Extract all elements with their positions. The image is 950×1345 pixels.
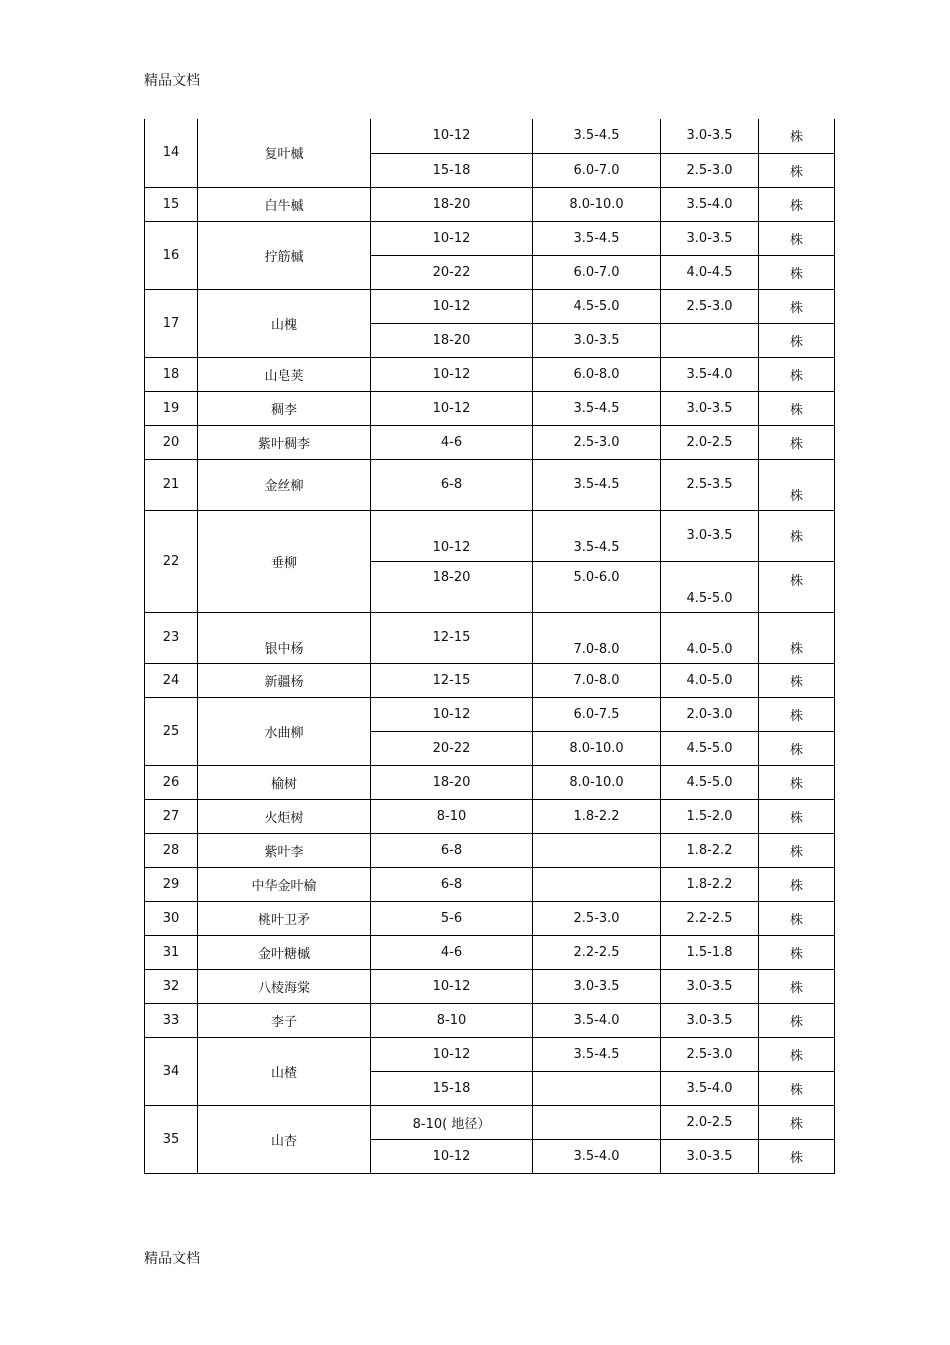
height-cell: 4.5-5.0 xyxy=(533,289,661,323)
table-row xyxy=(145,697,835,731)
height-cell: 2.5-3.0 xyxy=(533,901,661,935)
unit-cell: 株 xyxy=(759,969,835,1003)
crown-cell: 2.5-3.0 xyxy=(661,1037,759,1071)
crown-cell: 3.0-3.5 xyxy=(661,1003,759,1037)
species-name: 山皂荚 xyxy=(198,357,371,391)
crown-cell: 3.0-3.5 xyxy=(661,391,759,425)
table-row xyxy=(145,357,835,391)
unit-cell: 株 xyxy=(759,1071,835,1105)
species-name: 金叶糖槭 xyxy=(198,935,371,969)
species-name: 李子 xyxy=(198,1003,371,1037)
table-row xyxy=(145,901,835,935)
species-name: 复叶槭 xyxy=(198,119,371,187)
row-number: 34 xyxy=(145,1037,198,1105)
unit-cell: 株 xyxy=(759,663,835,697)
table-row xyxy=(145,663,835,697)
row-number: 33 xyxy=(145,1003,198,1037)
species-name: 桃叶卫矛 xyxy=(198,901,371,935)
height-cell: 2.2-2.5 xyxy=(533,935,661,969)
spec-cell: 10-12 xyxy=(371,969,533,1003)
unit-cell: 株 xyxy=(759,187,835,221)
spec-cell: 10-12 xyxy=(371,1139,533,1173)
row-number: 31 xyxy=(145,935,198,969)
unit-cell: 株 xyxy=(759,425,835,459)
row-number: 28 xyxy=(145,833,198,867)
height-cell: 3.5-4.5 xyxy=(533,391,661,425)
height-cell: 3.5-4.5 xyxy=(533,221,661,255)
table-row xyxy=(145,867,835,901)
spec-cell: 10-12 xyxy=(371,221,533,255)
species-name: 八棱海棠 xyxy=(198,969,371,1003)
table-row xyxy=(145,119,835,153)
table-row xyxy=(145,799,835,833)
crown-cell: 2.0-2.5 xyxy=(661,1105,759,1139)
species-name: 榆树 xyxy=(198,765,371,799)
spec-cell: 8-10 xyxy=(371,799,533,833)
crown-cell: 4.0-5.0 xyxy=(661,612,759,663)
row-number: 30 xyxy=(145,901,198,935)
unit-cell: 株 xyxy=(759,119,835,153)
unit-cell: 株 xyxy=(759,697,835,731)
height-cell: 6.0-7.0 xyxy=(533,153,661,187)
species-name: 水曲柳 xyxy=(198,697,371,765)
species-name: 银中杨 xyxy=(198,612,371,663)
height-cell: 3.5-4.5 xyxy=(533,119,661,153)
spec-cell: 10-12 xyxy=(371,510,533,561)
height-cell: 3.5-4.5 xyxy=(533,459,661,510)
table-row xyxy=(145,510,835,561)
crown-cell: 3.0-3.5 xyxy=(661,221,759,255)
height-cell: 2.5-3.0 xyxy=(533,425,661,459)
row-number: 27 xyxy=(145,799,198,833)
unit-cell: 株 xyxy=(759,323,835,357)
unit-cell: 株 xyxy=(759,1037,835,1071)
footer-watermark: 精品文档 xyxy=(144,1251,200,1267)
table-row xyxy=(145,1037,835,1071)
species-name: 新疆杨 xyxy=(198,663,371,697)
unit-cell: 株 xyxy=(759,1139,835,1173)
height-cell xyxy=(533,1071,661,1105)
spec-cell: 8-10 xyxy=(371,1003,533,1037)
spec-cell: 12-15 xyxy=(371,612,533,663)
spec-cell: 18-20 xyxy=(371,323,533,357)
height-cell: 3.5-4.0 xyxy=(533,1139,661,1173)
table-row xyxy=(145,765,835,799)
height-cell: 6.0-7.0 xyxy=(533,255,661,289)
spec-cell: 6-8 xyxy=(371,867,533,901)
row-number: 29 xyxy=(145,867,198,901)
height-cell: 6.0-7.5 xyxy=(533,697,661,731)
species-name: 火炬树 xyxy=(198,799,371,833)
row-number: 35 xyxy=(145,1105,198,1173)
crown-cell: 4.0-5.0 xyxy=(661,663,759,697)
unit-cell: 株 xyxy=(759,357,835,391)
table-row xyxy=(145,425,835,459)
nursery-stock-table xyxy=(144,119,835,1174)
spec-cell: 6-8 xyxy=(371,833,533,867)
species-name: 山楂 xyxy=(198,1037,371,1105)
header-watermark: 精品文档 xyxy=(144,73,200,89)
height-cell xyxy=(533,1105,661,1139)
table-row xyxy=(145,969,835,1003)
species-name: 紫叶李 xyxy=(198,833,371,867)
height-cell: 3.0-3.5 xyxy=(533,323,661,357)
height-cell: 3.0-3.5 xyxy=(533,969,661,1003)
spec-cell: 4-6 xyxy=(371,425,533,459)
spec-cell: 20-22 xyxy=(371,731,533,765)
height-cell xyxy=(533,833,661,867)
height-cell: 7.0-8.0 xyxy=(533,612,661,663)
height-cell: 3.5-4.0 xyxy=(533,1003,661,1037)
row-number: 22 xyxy=(145,510,198,612)
crown-cell: 3.0-3.5 xyxy=(661,969,759,1003)
height-cell: 1.8-2.2 xyxy=(533,799,661,833)
height-cell: 3.5-4.5 xyxy=(533,1037,661,1071)
unit-cell: 株 xyxy=(759,221,835,255)
table-row xyxy=(145,1105,835,1139)
unit-cell: 株 xyxy=(759,935,835,969)
unit-cell: 株 xyxy=(759,391,835,425)
species-name: 山槐 xyxy=(198,289,371,357)
row-number: 23 xyxy=(145,612,198,663)
crown-cell: 1.8-2.2 xyxy=(661,833,759,867)
spec-cell: 12-15 xyxy=(371,663,533,697)
unit-cell: 株 xyxy=(759,561,835,612)
species-name: 稠李 xyxy=(198,391,371,425)
crown-cell: 4.5-5.0 xyxy=(661,561,759,612)
crown-cell: 2.5-3.0 xyxy=(661,153,759,187)
crown-cell: 3.0-3.5 xyxy=(661,119,759,153)
crown-cell: 2.5-3.0 xyxy=(661,289,759,323)
crown-cell: 2.5-3.5 xyxy=(661,459,759,510)
unit-cell: 株 xyxy=(759,1003,835,1037)
species-name: 白牛槭 xyxy=(198,187,371,221)
crown-cell: 1.5-1.8 xyxy=(661,935,759,969)
crown-cell: 1.5-2.0 xyxy=(661,799,759,833)
row-number: 14 xyxy=(145,119,198,187)
crown-cell: 1.8-2.2 xyxy=(661,867,759,901)
crown-cell: 3.0-3.5 xyxy=(661,510,759,561)
unit-cell: 株 xyxy=(759,799,835,833)
row-number: 17 xyxy=(145,289,198,357)
spec-cell: 18-20 xyxy=(371,765,533,799)
table-row xyxy=(145,833,835,867)
spec-cell: 10-12 xyxy=(371,391,533,425)
spec-cell: 6-8 xyxy=(371,459,533,510)
spec-cell: 4-6 xyxy=(371,935,533,969)
row-number: 15 xyxy=(145,187,198,221)
species-name: 拧筋槭 xyxy=(198,221,371,289)
unit-cell: 株 xyxy=(759,153,835,187)
unit-cell: 株 xyxy=(759,459,835,510)
unit-cell: 株 xyxy=(759,1105,835,1139)
spec-cell: 10-12 xyxy=(371,697,533,731)
height-cell: 8.0-10.0 xyxy=(533,731,661,765)
row-number: 19 xyxy=(145,391,198,425)
crown-cell: 4.5-5.0 xyxy=(661,731,759,765)
crown-cell: 3.0-3.5 xyxy=(661,1139,759,1173)
crown-cell: 3.5-4.0 xyxy=(661,1071,759,1105)
species-name: 垂柳 xyxy=(198,510,371,612)
row-number: 25 xyxy=(145,697,198,765)
height-cell: 6.0-8.0 xyxy=(533,357,661,391)
height-cell xyxy=(533,867,661,901)
height-cell: 7.0-8.0 xyxy=(533,663,661,697)
table-row xyxy=(145,221,835,255)
table-row xyxy=(145,289,835,323)
species-name: 中华金叶榆 xyxy=(198,867,371,901)
crown-cell: 3.5-4.0 xyxy=(661,187,759,221)
unit-cell: 株 xyxy=(759,255,835,289)
row-number: 26 xyxy=(145,765,198,799)
spec-cell: 18-20 xyxy=(371,187,533,221)
row-number: 20 xyxy=(145,425,198,459)
spec-cell: 5-6 xyxy=(371,901,533,935)
row-number: 24 xyxy=(145,663,198,697)
crown-cell: 3.5-4.0 xyxy=(661,357,759,391)
height-cell: 5.0-6.0 xyxy=(533,561,661,612)
species-name: 金丝柳 xyxy=(198,459,371,510)
row-number: 21 xyxy=(145,459,198,510)
spec-cell: 10-12 xyxy=(371,119,533,153)
row-number: 18 xyxy=(145,357,198,391)
table-row xyxy=(145,1003,835,1037)
species-name: 山杏 xyxy=(198,1105,371,1173)
spec-cell: 15-18 xyxy=(371,153,533,187)
table-row xyxy=(145,391,835,425)
unit-cell: 株 xyxy=(759,612,835,663)
table-row xyxy=(145,612,835,663)
spec-cell: 20-22 xyxy=(371,255,533,289)
table-row xyxy=(145,935,835,969)
spec-cell: 15-18 xyxy=(371,1071,533,1105)
spec-cell: 10-12 xyxy=(371,357,533,391)
unit-cell: 株 xyxy=(759,901,835,935)
spec-cell: 10-12 xyxy=(371,1037,533,1071)
unit-cell: 株 xyxy=(759,289,835,323)
crown-cell: 4.0-4.5 xyxy=(661,255,759,289)
table-row xyxy=(145,459,835,510)
row-number: 16 xyxy=(145,221,198,289)
table-row xyxy=(145,187,835,221)
row-number: 32 xyxy=(145,969,198,1003)
unit-cell: 株 xyxy=(759,731,835,765)
spec-cell: 18-20 xyxy=(371,561,533,612)
unit-cell: 株 xyxy=(759,867,835,901)
crown-cell xyxy=(661,323,759,357)
spec-cell: 10-12 xyxy=(371,289,533,323)
height-cell: 8.0-10.0 xyxy=(533,765,661,799)
crown-cell: 4.5-5.0 xyxy=(661,765,759,799)
height-cell: 3.5-4.5 xyxy=(533,510,661,561)
crown-cell: 2.0-2.5 xyxy=(661,425,759,459)
unit-cell: 株 xyxy=(759,833,835,867)
crown-cell: 2.2-2.5 xyxy=(661,901,759,935)
crown-cell: 2.0-3.0 xyxy=(661,697,759,731)
spec-cell: 8-10( 地径） xyxy=(371,1105,533,1139)
species-name: 紫叶稠李 xyxy=(198,425,371,459)
height-cell: 8.0-10.0 xyxy=(533,187,661,221)
unit-cell: 株 xyxy=(759,510,835,561)
unit-cell: 株 xyxy=(759,765,835,799)
